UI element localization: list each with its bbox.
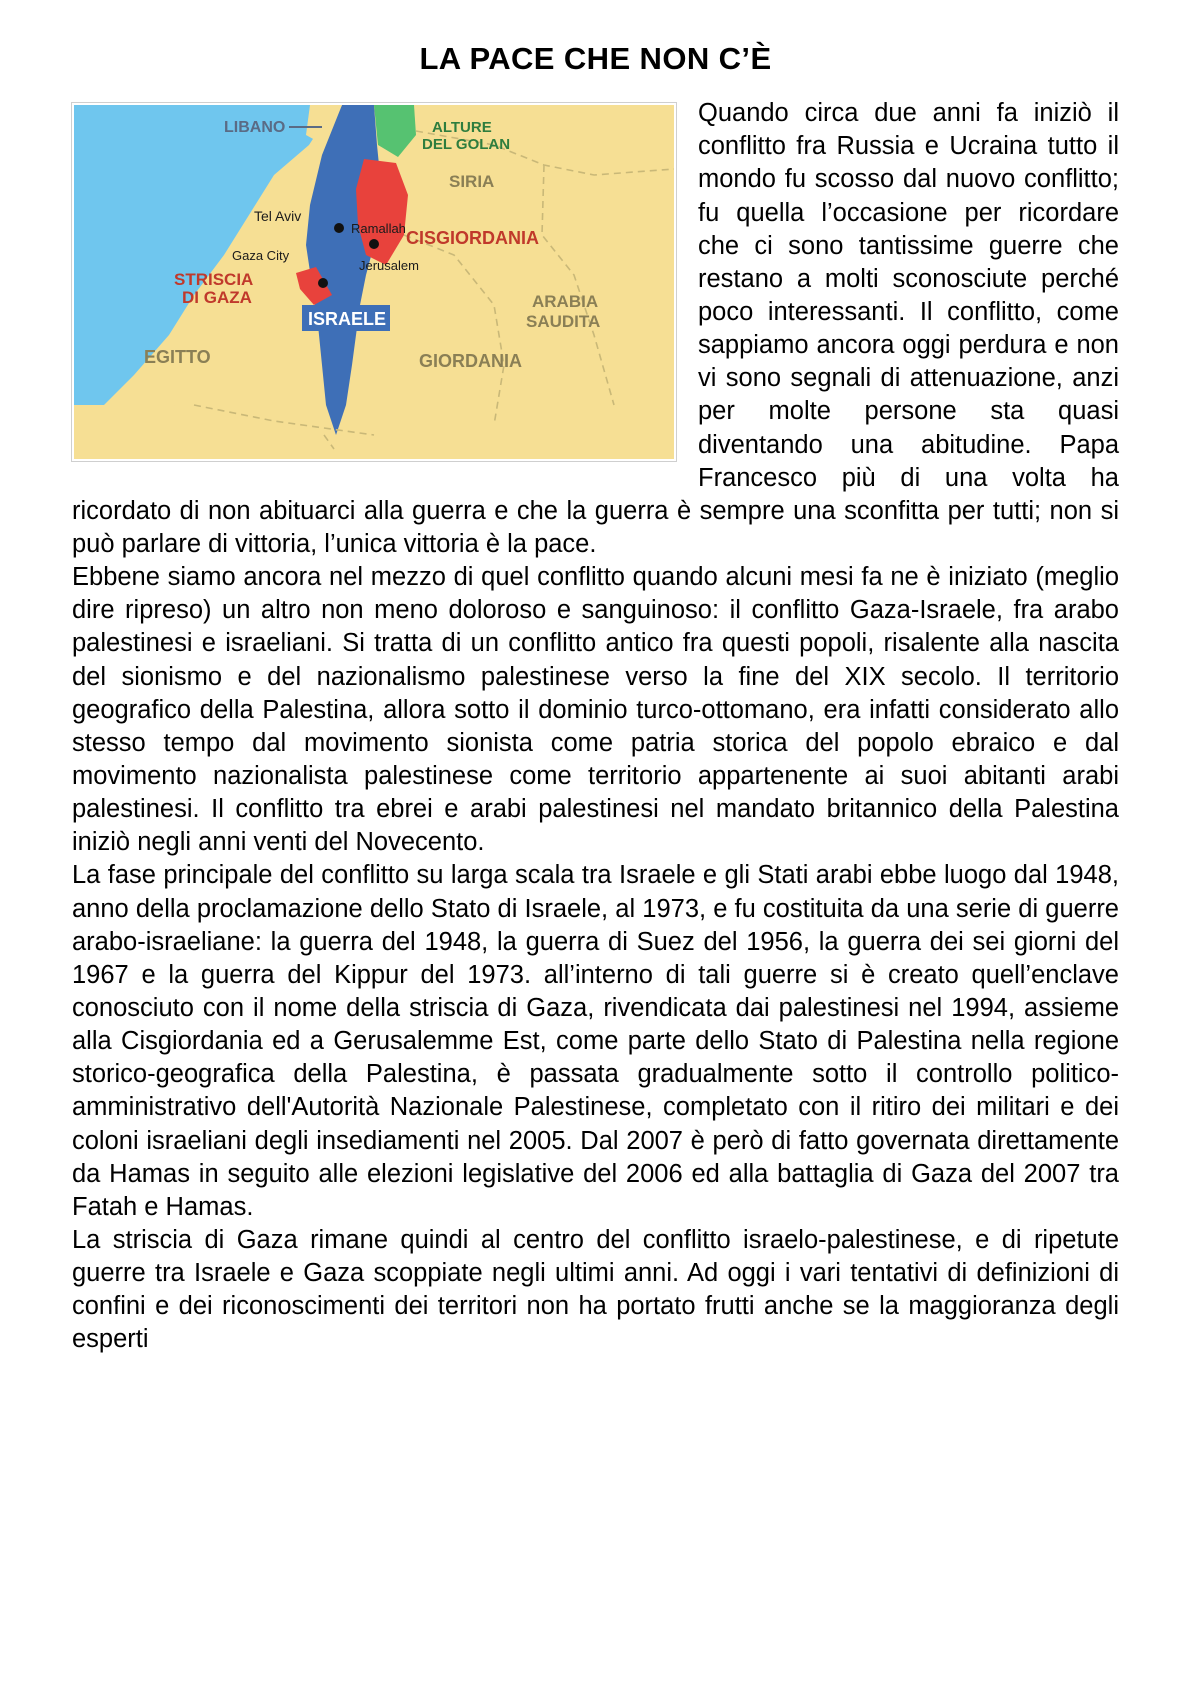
paragraph-1: Quando circa due anni fa iniziò il conflitto fra Russia e Ucraina tutto il mondo fu scosso dal nuovo conflitto; fu quella l’occasione per ricordare che ci sono tantissime guerre che restano a molti sconosciute perché poco interessanti. Il conflitto, come sappiamo ancora oggi perdura e non vi sono segnali di attenuazione, anzi per molte persone sta quasi diventando una abitudine. Papa Francesco più di una volta ha ricordato di non abituarci alla guerra e che la guerra è sempre una sconfitta per tutti; non si può parlare di vittoria, l’unica vittoria è la pace.: [72, 99, 1119, 559]
map-label-arabia-line2: SAUDITA: [526, 312, 601, 332]
map-label-gaza-city: Gaza City: [232, 248, 290, 264]
city-dot-gaza-city: [318, 278, 328, 288]
map-label-striscia-line1: STRISCIA: [174, 270, 254, 290]
map-label-egitto: EGITTO: [144, 347, 211, 368]
middle-east-map: [74, 105, 674, 459]
map-label-tel-aviv: Tel Aviv: [254, 208, 302, 225]
map-label-libano: LIBANO: [224, 119, 286, 137]
map-label-siria: SIRIA: [449, 172, 495, 192]
paragraph-2: Ebbene siamo ancora nel mezzo di quel conflitto quando alcuni mesi fa ne è iniziato (meglio dire ripreso) un altro non meno doloroso e sanguinoso: il conflitto Gaza-Israele, fra arabo palestinesi e israeliani. Si tratta di un conflitto antico fra questi popoli, risalente alla nascita del sionismo e del nazionalismo palestinese verso la fine del XIX secolo. Il territorio geografico della Palestina, allora sotto il dominio turco-ottomano, era infatti considerato allo stesso tempo dal movimento sionista come patria storica del popolo ebraico e dal movimento nazionalista palestinese come territorio appartenente ai suoi abitanti arabi palestinesi. Il conflitto tra ebrei e arabi palestinesi nel mandato britannico della Palestina iniziò negli anni venti del Novecento.: [72, 563, 1119, 857]
city-dot-ramallah: [369, 239, 379, 249]
page-title: LA PACE CHE NON C’È: [419, 41, 772, 76]
map-label-golan-line1: ALTURE: [432, 119, 492, 137]
paragraph-3: La fase principale del conflitto su larga scala tra Israele e gli Stati arabi ebbe luogo dal 1948, anno della proclamazione dello Stato di Israele, al 1973, e fu costituita da una serie di guerre arabo-israeliane: la guerra del 1948, la guerra di Suez del 1956, la guerra dei sei giorni del 1967 e la guerra del Kippur del 1973. all’interno di tali guerre si è creato quell’enclave conosciuto con il nome della striscia di Gaza, rivendicata dai palestinesi nel 1994, assieme alla Cisgiordania ed a Gerusalemme Est, come parte dello Stato di Palestina nella regione storico-geografica della Palestina, è passata gradualmente sotto il controllo politico-amministrativo dell'Autorità Nazionale Palestinese, completato con il ritiro dei militari e dei coloni israeliani degli insediamenti nel 2005. Dal 2007 è però di fatto governata direttamente da Hamas in seguito alle elezioni legislative del 2006 ed alla battaglia di Gaza del 2007 tra Fatah e Hamas.: [72, 861, 1119, 1221]
map-label-israele: ISRAELE: [308, 309, 387, 330]
map-label-cisgiordania: CISGIORDANIA: [406, 228, 540, 249]
map-label-ramallah: Ramallah: [351, 221, 406, 237]
map-figure: [72, 103, 676, 461]
map-label-jerusalem: Jerusalem: [359, 258, 419, 274]
city-dot-tel-aviv: [334, 223, 344, 233]
map-label-arabia-line1: ARABIA: [532, 292, 599, 312]
paragraph-4: La striscia di Gaza rimane quindi al centro del conflitto israelo-palestinese, e di ripetute guerre tra Israele e Gaza scoppiate negli ultimi anni. Ad oggi i vari tentativi di definizioni di confini e dei riconoscimenti dei territori non ha portato frutti anche se la maggioranza degli esperti: [72, 1225, 1119, 1354]
map-label-giordania: GIORDANIA: [419, 351, 522, 372]
map-label-striscia-line2: DI GAZA: [182, 288, 252, 308]
map-label-golan-line2: DEL GOLAN: [422, 136, 511, 154]
